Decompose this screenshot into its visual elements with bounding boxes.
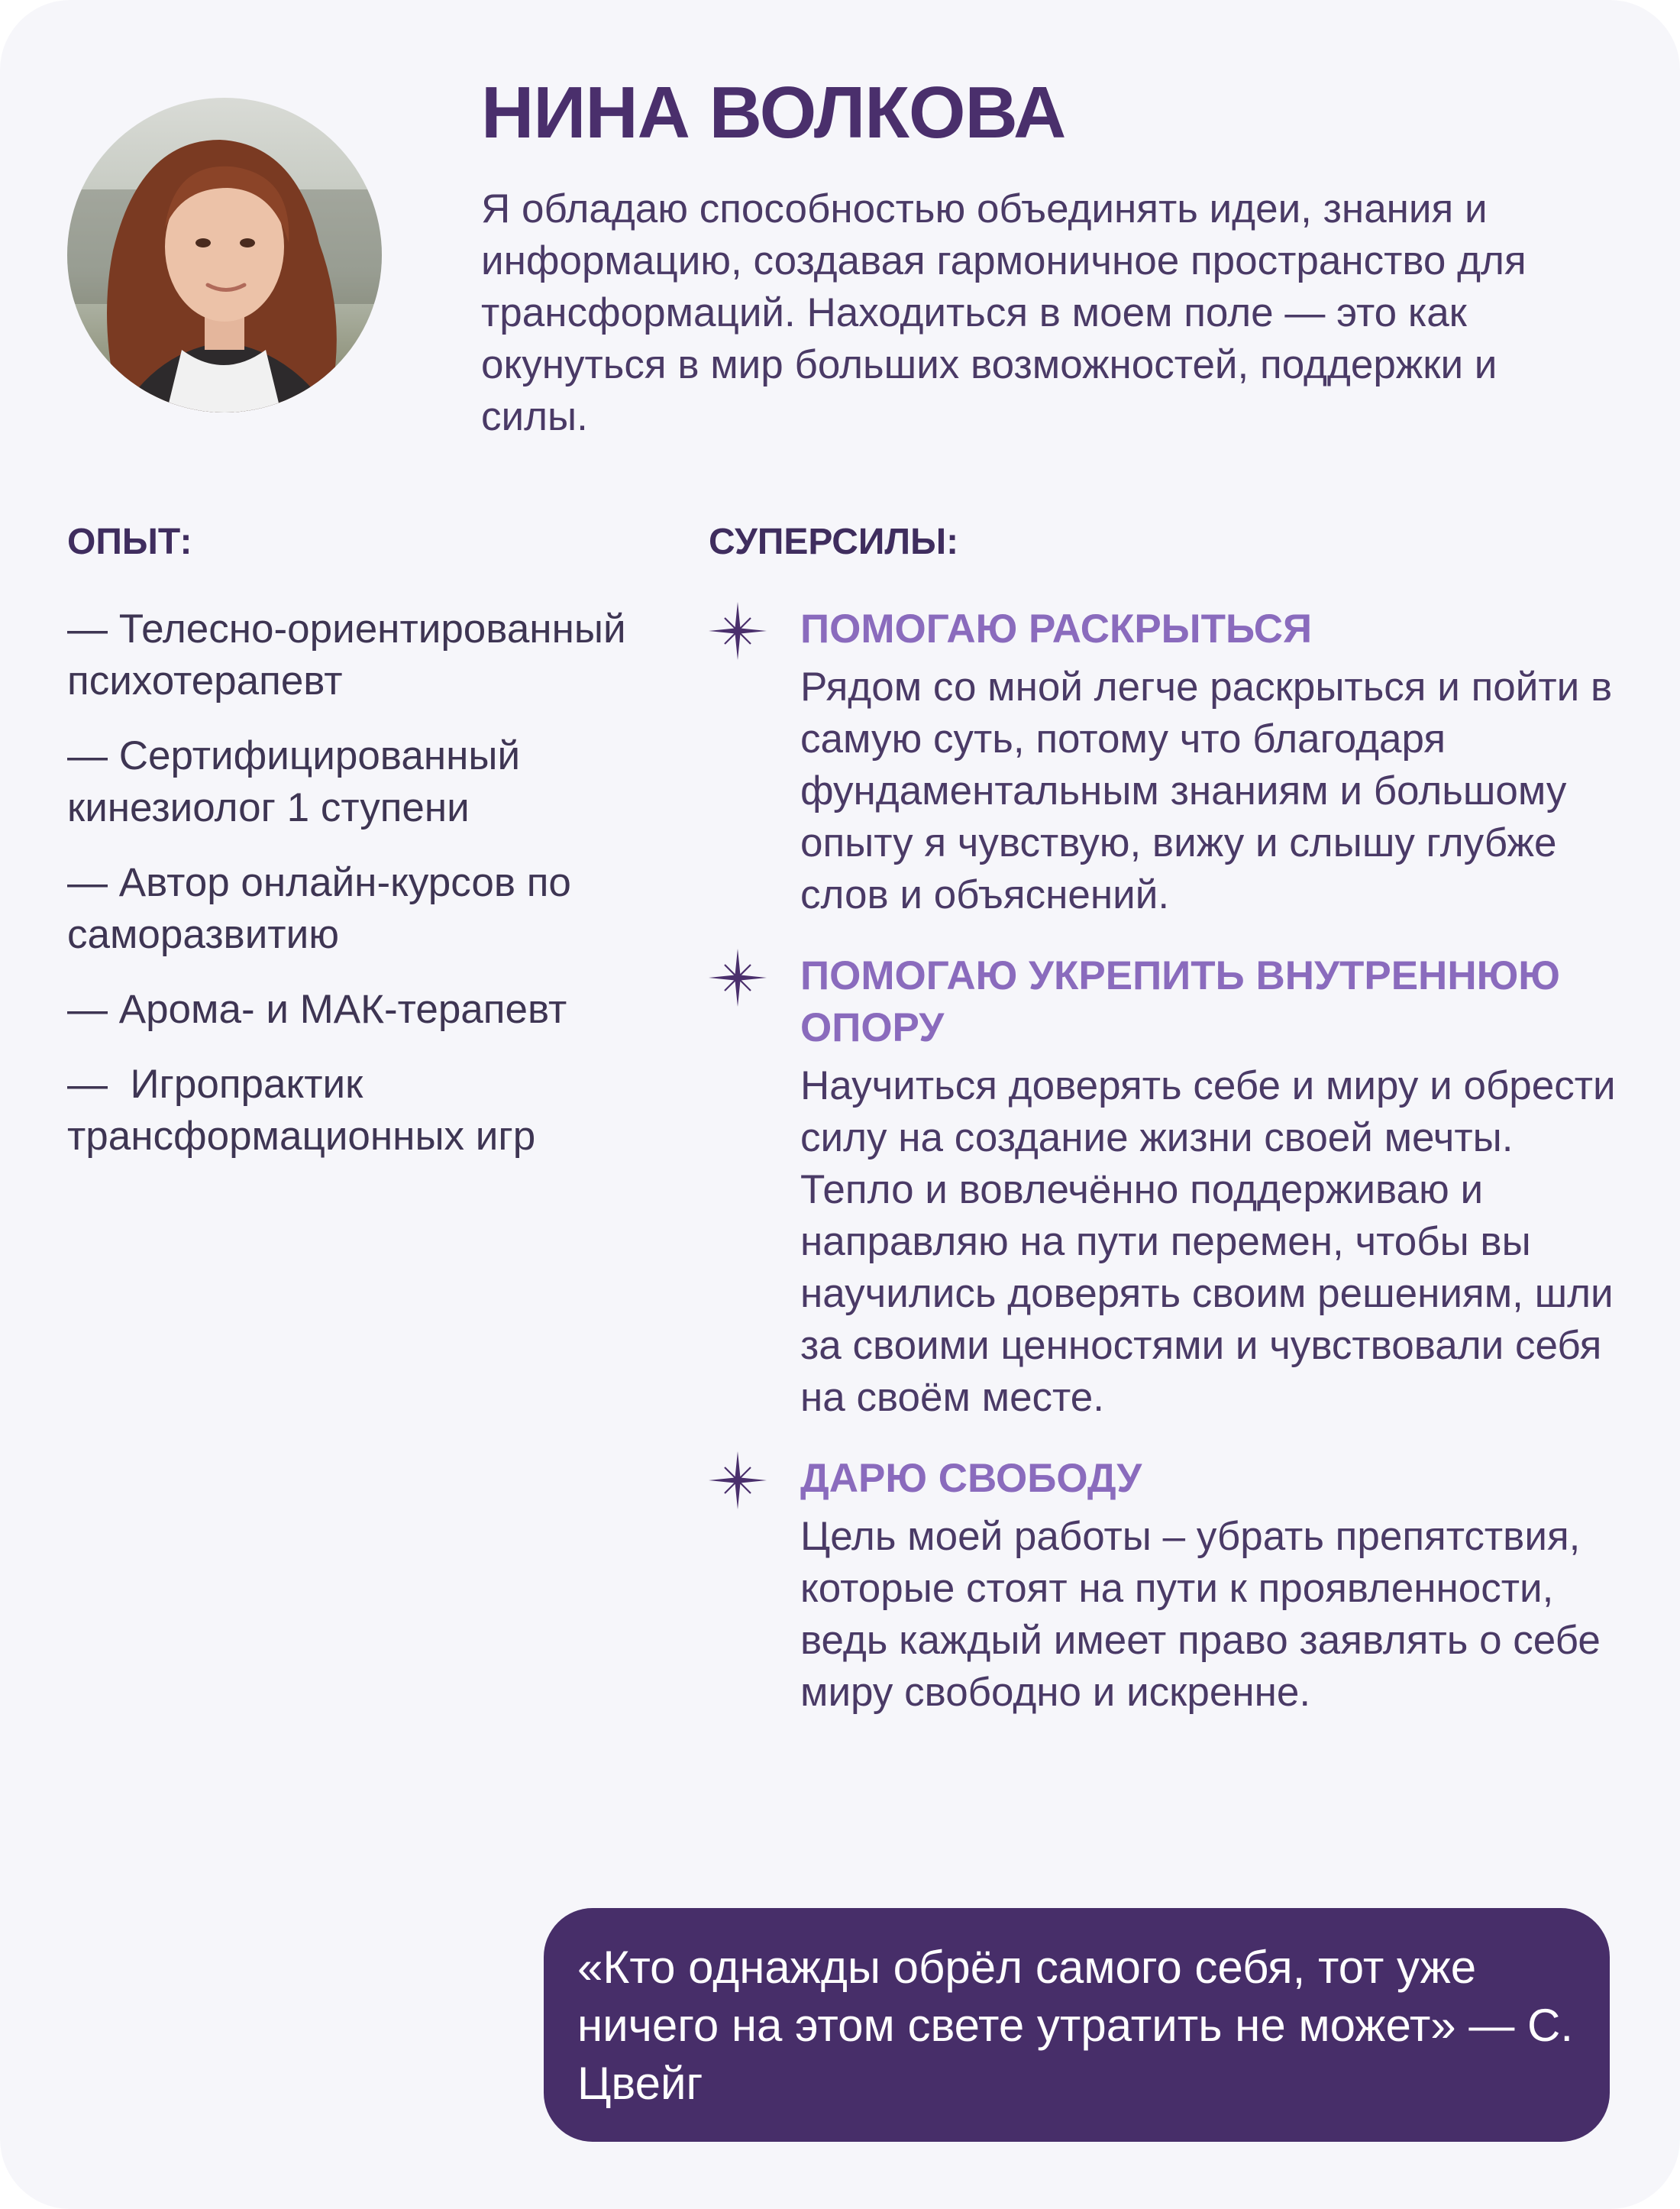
superpower-item xyxy=(709,603,1625,921)
superpower-title: ДАРЮ СВОБОДУ xyxy=(800,1456,1142,1501)
list-item: — Арома- и МАК-терапевт xyxy=(67,987,567,1032)
page-title: НИНА ВОЛКОВА xyxy=(481,72,1066,154)
superpower-item xyxy=(709,950,1625,1424)
experience-heading: ОПЫТ: xyxy=(67,522,192,562)
superpower-item xyxy=(709,1453,1625,1719)
portrait-icon xyxy=(67,98,382,412)
quote-box xyxy=(544,1908,1610,2142)
experience-list xyxy=(67,603,648,1185)
intro-text: Я обладаю способностью объединять идеи, знания и информацию, создавая гармоничное пространство для трансформаций. Находиться в моем поле — это как окунуться в мир больших возможностей, поддержки и силы. xyxy=(481,186,1527,439)
superpowers-heading: СУПЕРСИЛЫ: xyxy=(709,522,959,562)
profile-photo xyxy=(67,98,382,412)
superpower-text: Научиться доверять себе и миру и обрести силу на создание жизни своей мечты. Тепло и вовлечённо поддерживаю и направляю на пути перемен, чтобы вы научились доверять своим решениям, шли за своими ценностями и чувствовали себя на своём месте. xyxy=(800,1063,1616,1420)
sparkle-star-icon xyxy=(709,1451,767,1509)
superpower-title: ПОМОГАЮ УКРЕПИТЬ ВНУТРЕННЮЮ ОПОРУ xyxy=(800,953,1560,1050)
superpowers-list xyxy=(709,603,1625,1748)
sparkle-star-icon xyxy=(709,602,767,660)
list-item: — Автор онлайн-курсов по саморазвитию xyxy=(67,860,583,957)
quote-text: «Кто однажды обрёл самого себя, тот уже ничего на этом свете утратить не может» — С. Цвейг xyxy=(577,1942,1574,2109)
sparkle-star-icon xyxy=(709,949,767,1007)
list-item: — Игропрактик трансформационных игр xyxy=(67,1062,536,1159)
list-item: — Сертифицированный кинезиолог 1 ступени xyxy=(67,733,531,830)
superpower-text: Рядом со мной легче раскрыться и пойти в самую суть, потому что благодаря фундаментальным знаниям и большому опыту я чувствую, вижу и слышу глубже слов и объяснений. xyxy=(800,665,1613,917)
list-item: — Телесно-ориентированный психотерапевт xyxy=(67,606,638,703)
superpower-text: Цель моей работы – убрать препятствия, которые стоят на пути к проявленности, ведь каждый имеет право заявлять о себе миру свободно и искренне. xyxy=(800,1514,1601,1715)
superpower-title: ПОМОГАЮ РАСКРЫТЬСЯ xyxy=(800,606,1313,652)
